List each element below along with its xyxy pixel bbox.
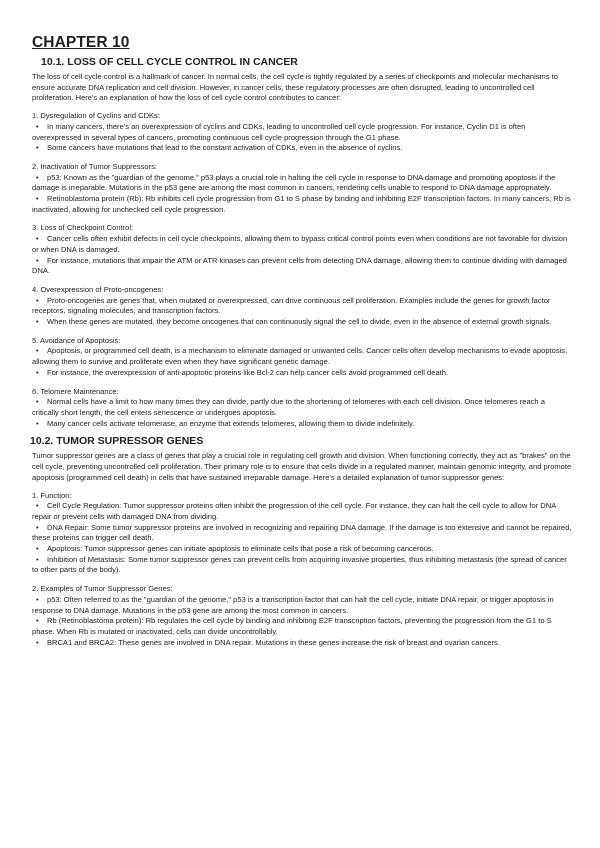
list-item [32,285,572,328]
bullet-icon: • [36,554,39,564]
bullet-icon: • [36,194,39,204]
list-item [32,162,572,216]
bullet-text: BRCA1 and BRCA2: These genes are involved in DNA repair. Mutations in these genes increase the risk of breast and ovarian cancers. [47,637,500,647]
bullet-text: Retinoblastoma protein (Rb): Rb inhibits cell cycle progression from G1 to S phase by binding and inhibiting E2F transcription factors. In many cancers, Rb is inactivated, allowing for unchecked cell cycle progression. [32,194,571,214]
item-heading: 5. Avoidance of Apoptosis: [32,335,121,345]
bullet-icon: • [36,544,39,554]
item-heading: 1. Dysregulation of Cyclins and CDKs: [32,111,160,121]
list-item [32,336,572,379]
item-heading: 2. Examples of Tumor Suppressor Genes: [32,584,173,594]
bullet-text: When these genes are mutated, they become oncogenes that can continuously signal the cell to divide, even in the absence of external growth signals. [47,317,552,327]
bullet-paragraph [32,555,572,576]
list-item [32,584,572,648]
bullet-paragraph [32,544,572,555]
bullet-icon: • [36,522,39,532]
bullet-text: Cancer cells often exhibit defects in cell cycle checkpoints, allowing them to bypass critical control points even when conditions are not favorable for division or when DNA is damaged. [32,234,568,254]
bullet-text: Apoptosis, or programmed cell death, is a mechanism to eliminate damaged or unwanted cells. Cancer cells often develop mechanisms to evade apoptosis, allowing them to survive and proliferate even when they have significant genetic damage. [32,346,568,367]
section-tumor-suppressor-genes [32,435,572,648]
list-item [32,387,572,430]
bullet-paragraph [32,317,572,328]
document-page [32,34,572,648]
bullet-paragraph [32,419,572,430]
section-title: 10.1. LOSS OF CELL CYCLE CONTROL IN CANCER [41,56,298,68]
item-heading: 2. Inactivation of Tumor Suppressors: [32,161,158,171]
bullet-paragraph [32,194,572,215]
bullet-paragraph [32,234,572,255]
bullet-paragraph [32,296,572,317]
list-item [32,491,572,577]
bullet-icon: • [36,255,39,265]
bullet-icon: • [36,418,39,428]
bullet-text: Many cancer cells activate telomerase, an enzyme that extends telomeres, allowing them to divide indefinitely. [47,418,415,428]
bullet-text: Apoptosis: Tumor suppressor genes can initiate apoptosis to eliminate cells that pose a risk of becoming cancerous. [47,544,434,554]
bullet-text: Cell Cycle Regulation: Tumor suppressor proteins often inhibit the progression of the cell cycle. For instance, they can halt the cell cycle to allow for DNA repair or prevent cells with damaged DNA from dividing. [32,501,556,521]
bullet-icon: • [36,143,39,153]
bullet-paragraph [32,501,572,522]
bullet-icon: • [36,616,39,626]
bullet-paragraph [32,616,572,637]
item-heading: 6. Telomere Maintenance: [32,386,119,396]
bullet-text: p53: Often referred to as the "guardian of the genome," p53 is a transcription factor that can halt the cell cycle, initiate DNA repair, or trigger apoptosis in response to DNA damage. Mutations in the p53 gene are among the most common in cancers. [32,594,554,615]
list-item [32,223,572,277]
bullet-icon: • [36,295,39,305]
bullet-paragraph [32,523,572,544]
section-intro: Tumor suppressor genes are a class of genes that play a crucial role in regulating cell growth and division. When functioning correctly, they act as "brakes" on the cell cycle, preventing uncontrolled cell proliferation. Their primary role is to ensure that cells divide in a regulated manner, maintain genomic integrity, and promote apoptosis (programmed cell death) in cells that have sustained irreparable damage. Here's a detailed explanation of tumor suppressor genes: [32,451,572,482]
bullet-paragraph [32,595,572,616]
bullet-text: DNA Repair: Some tumor suppressor proteins are involved in recognizing and repairing DNA damage. If the damage is too extensive and cannot be repaired, these proteins can trigger cell death. [32,522,572,543]
bullet-icon: • [36,637,39,647]
bullet-text: Proto-oncogenes are genes that, when mutated or overexpressed, can drive continuous cell proliferation. Examples include the genes for growth factor receptors, signaling molecules, and transcription factors. [32,295,551,316]
bullet-text: Some cancers have mutations that lead to the constant activation of CDKs, even in the absence of cyclins. [47,143,403,153]
bullet-icon: • [36,317,39,327]
bullet-paragraph [32,122,572,143]
bullet-text: Inhibition of Metastasis: Some tumor suppressor genes can prevent cells from acquiring invasive properties, thus inhibiting metastasis (the spread of cancer to other parts of the body). [32,554,567,575]
bullet-icon: • [36,397,39,407]
bullet-icon: • [36,594,39,604]
bullet-icon: • [36,234,39,244]
list-item [32,111,572,154]
bullet-text: In many cancers, there's an overexpression of cyclins and CDKs, leading to uncontrolled cell cycle progression. For instance, Cyclin D1 is often overexpressed in several types of cancers, promoting continuous cell cycle progression through the G1 phase. [32,121,526,142]
bullet-icon: • [36,346,39,356]
bullet-icon: • [36,172,39,182]
bullet-text: Normal cells have a limit to how many times they can divide, partly due to the shortening of telomeres with each cell division. Once telomeres reach a critically short length, the cell enters senescence or undergoes apoptosis. [32,397,545,417]
bullet-text: For instance, the overexpression of anti-apoptotic proteins like Bcl-2 can help cancer cells avoid programmed cell death. [47,367,449,377]
bullet-text: p53: Known as the "guardian of the genome," p53 plays a crucial role in halting the cell cycle in response to DNA damage and promoting apoptosis if the damage is irreparable. Mutations in the p53 gene are among the most common in cancers, rendering cells unable to respond to DNA damage appropriately. [32,172,556,193]
bullet-paragraph [32,173,572,194]
section-intro: The loss of cell cycle control is a hallmark of cancer. In normal cells, the cell cycle is tightly regulated by a series of checkpoints and molecular mechanisms to ensure accurate DNA replication and cell division. However, in cancer cells, these regulatory processes are often disrupted, leading to uncontrolled cell proliferation. Here's an explanation of how the loss of cell cycle control contributes to cancer: [32,72,558,103]
bullet-paragraph [32,346,572,367]
bullet-paragraph [32,256,572,277]
bullet-icon: • [36,501,39,511]
bullet-paragraph [32,368,572,379]
item-heading: 4. Overexpression of Proto-oncogenes: [32,284,164,294]
item-heading: 1. Function: [32,490,72,500]
bullet-text: For instance, mutations that impair the ATM or ATR kinases can prevent cells from detecting DNA damage, allowing them to continue dividing with damaged DNA. [32,255,567,276]
section-loss-of-cell-cycle-control [32,56,572,429]
bullet-text: Rb (Retinoblastoma protein): Rb regulates the cell cycle by binding and inhibiting E2F transcription factors, preventing the progression from the G1 to S phase. When Rb is mutated or inactivated, cells can divide uncontrollably. [32,616,552,636]
bullet-paragraph [32,143,572,154]
bullet-icon: • [36,367,39,377]
item-heading: 3. Loss of Checkpoint Control: [32,223,134,233]
bullet-icon: • [36,121,39,131]
bullet-paragraph [32,638,572,649]
bullet-paragraph [32,397,572,418]
chapter-title: CHAPTER 10 [32,34,130,51]
section-title: 10.2. TUMOR SUPRESSOR GENES [30,435,204,448]
